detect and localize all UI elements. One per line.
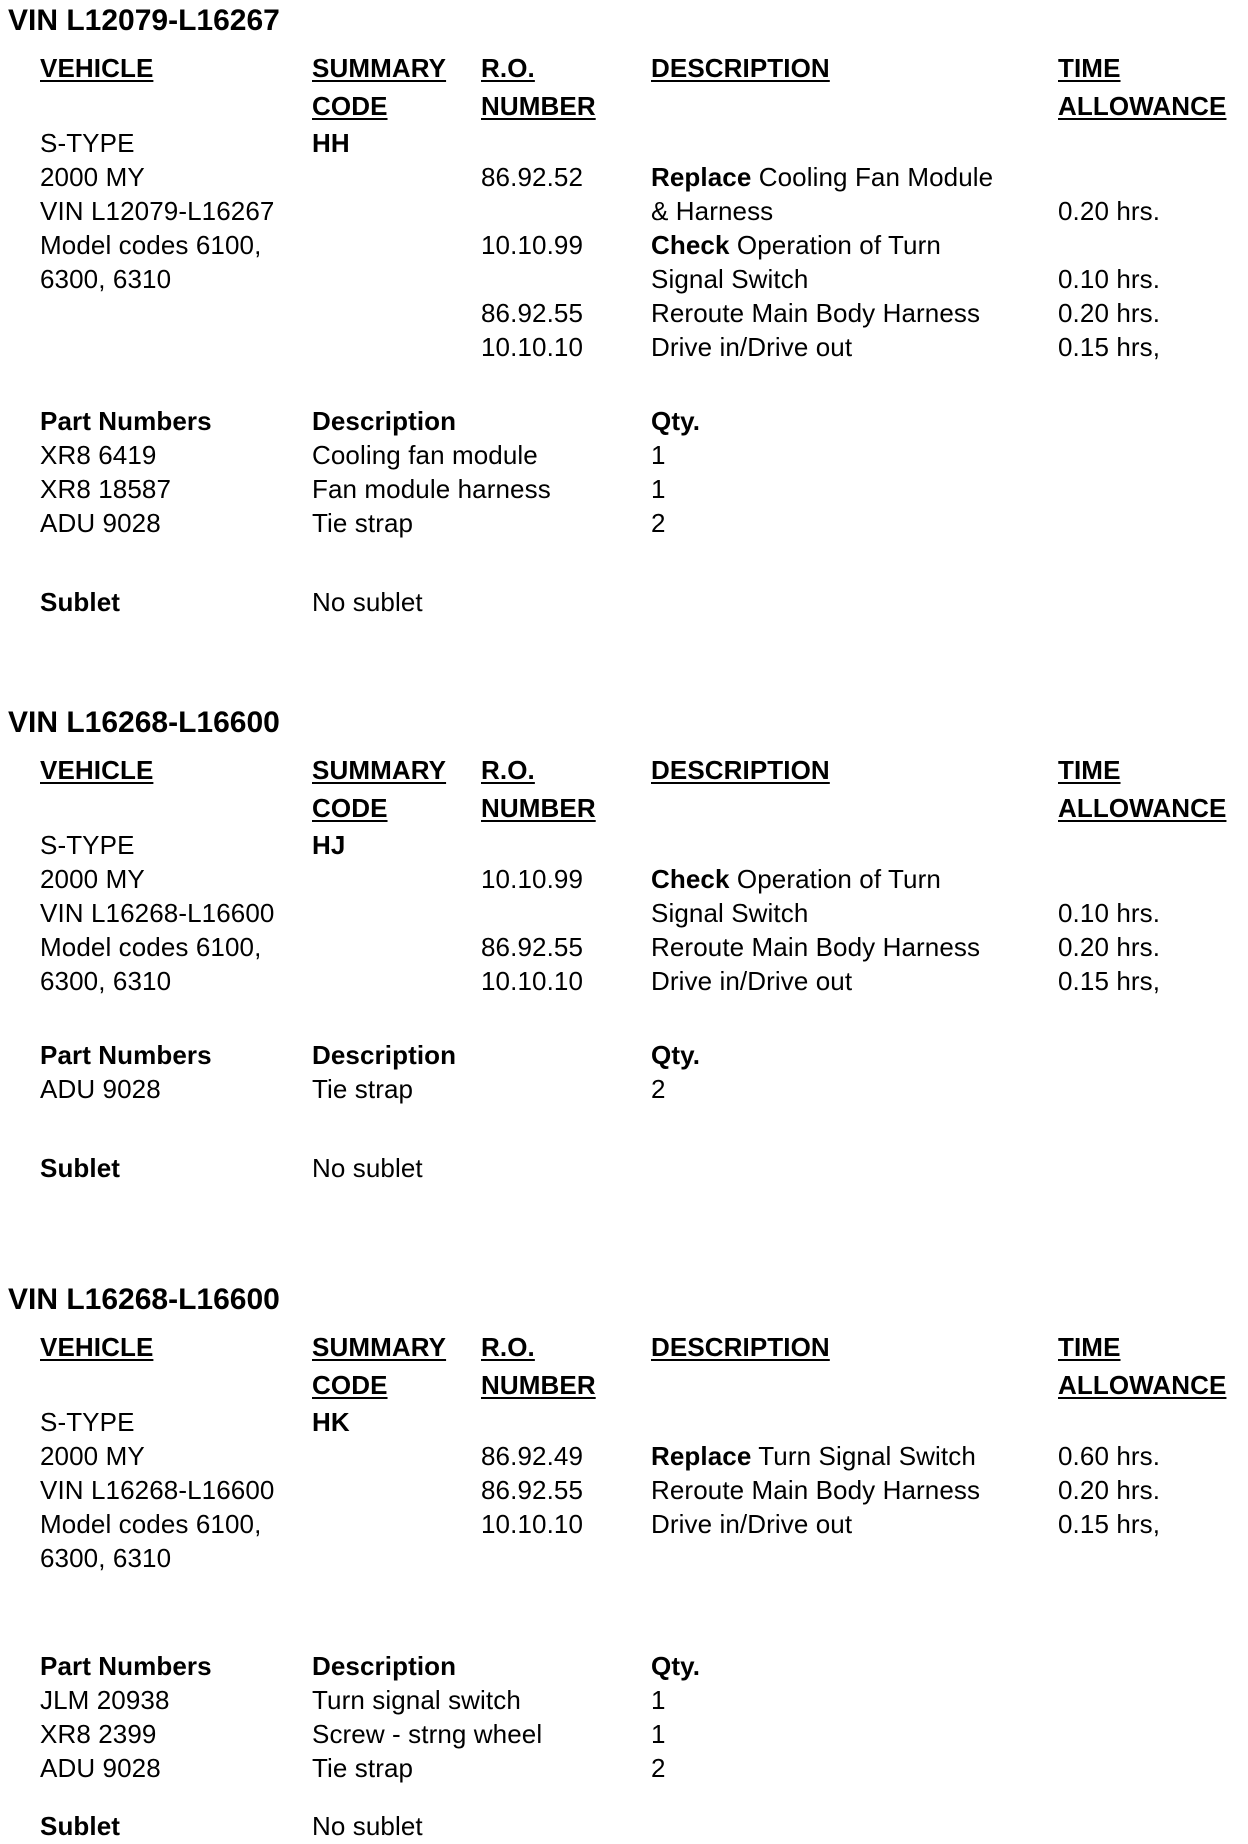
parts-header-qty: Qty. [651,1651,701,1681]
section-heading: VIN L16268-L16600 [8,1283,280,1316]
vehicle-line: VIN L16268-L16600 [40,1475,275,1505]
col-header-summary: SUMMARY [312,1332,447,1362]
col-header-allowance: ALLOWANCE [1058,91,1227,121]
time-allowance: 0.15 hrs, [1058,332,1161,362]
parts-header-description: Description [312,1040,457,1070]
sublet-label: Sublet [40,1811,121,1841]
summary-code: HH [312,128,350,158]
ro-number: 86.92.49 [481,1441,584,1471]
col-header-summary: SUMMARY [312,53,447,83]
time-allowance: 0.60 hrs. [1058,1441,1161,1471]
operation-description [651,863,941,895]
summary-code: HK [312,1407,350,1437]
part-description: Fan module harness [312,474,551,504]
vehicle-line: 2000 MY [40,1441,145,1471]
vehicle-line: 2000 MY [40,864,145,894]
operation-action: Check [651,864,730,894]
part-number: ADU 9028 [40,1753,161,1783]
col-header-vehicle: VEHICLE [40,755,154,785]
col-header-number: NUMBER [481,1370,596,1400]
ro-number: 86.92.55 [481,1475,584,1505]
part-description: Tie strap [312,1074,414,1104]
part-qty: 1 [651,440,666,470]
operation-action: Replace [651,162,752,192]
sublet-value: No sublet [312,587,423,617]
col-header-description: DESCRIPTION [651,1332,830,1362]
part-qty: 1 [651,1685,666,1715]
operation-description: Drive in/Drive out [651,966,853,996]
operation-description [651,1440,976,1472]
col-header-time: TIME [1058,1332,1121,1362]
time-allowance: 0.20 hrs. [1058,932,1161,962]
col-header-number: NUMBER [481,793,596,823]
vehicle-line: S-TYPE [40,830,135,860]
col-header-ro: R.O. [481,53,535,83]
part-description: Turn signal switch [312,1685,521,1715]
part-qty: 2 [651,1074,666,1104]
vehicle-line: S-TYPE [40,128,135,158]
col-header-time: TIME [1058,53,1121,83]
vehicle-line: 2000 MY [40,162,145,192]
parts-header-description: Description [312,406,457,436]
vehicle-line: VIN L16268-L16600 [40,898,275,928]
operation-text: Cooling Fan Module [758,162,994,192]
part-number: XR8 6419 [40,440,157,470]
part-qty: 1 [651,474,666,504]
part-number: XR8 2399 [40,1719,157,1749]
vehicle-line: 6300, 6310 [40,966,172,996]
operation-description [651,161,993,193]
col-header-vehicle: VEHICLE [40,53,154,83]
operation-description-cont: & Harness [651,196,774,226]
vehicle-line: Model codes 6100, [40,230,262,260]
col-header-ro: R.O. [481,1332,535,1362]
ro-number: 10.10.10 [481,1509,584,1539]
time-allowance: 0.10 hrs. [1058,264,1161,294]
time-allowance: 0.20 hrs. [1058,298,1161,328]
col-header-description: DESCRIPTION [651,755,830,785]
part-description: Tie strap [312,1753,414,1783]
parts-header-qty: Qty. [651,1040,701,1070]
operation-description: Reroute Main Body Harness [651,1475,981,1505]
ro-number: 10.10.10 [481,966,584,996]
part-qty: 2 [651,1753,666,1783]
operation-text: Turn Signal Switch [758,1441,976,1471]
parts-header-qty: Qty. [651,406,701,436]
vehicle-line: Model codes 6100, [40,932,262,962]
operation-description: Drive in/Drive out [651,332,853,362]
ro-number: 10.10.10 [481,332,584,362]
parts-header-description: Description [312,1651,457,1681]
time-allowance: 0.20 hrs. [1058,196,1161,226]
ro-number: 10.10.99 [481,864,584,894]
part-number: ADU 9028 [40,1074,161,1104]
vehicle-line: Model codes 6100, [40,1509,262,1539]
col-header-allowance: ALLOWANCE [1058,1370,1227,1400]
col-header-code: CODE [312,91,388,121]
part-qty: 1 [651,1719,666,1749]
operation-text: Operation of Turn [736,864,941,894]
part-number: JLM 20938 [40,1685,170,1715]
operation-action: Replace [651,1441,752,1471]
time-allowance: 0.20 hrs. [1058,1475,1161,1505]
operation-action: Check [651,230,730,260]
part-description: Cooling fan module [312,440,538,470]
time-allowance: 0.15 hrs, [1058,1509,1161,1539]
ro-number: 86.92.55 [481,932,584,962]
sublet-value: No sublet [312,1153,423,1183]
parts-header-number: Part Numbers [40,406,212,436]
parts-header-number: Part Numbers [40,1651,212,1681]
part-description: Tie strap [312,508,414,538]
sublet-value: No sublet [312,1811,423,1841]
operation-description-cont: Signal Switch [651,898,809,928]
part-description: Screw - strng wheel [312,1719,543,1749]
vehicle-line: VIN L12079-L16267 [40,196,275,226]
operation-description: Drive in/Drive out [651,1509,853,1539]
col-header-description: DESCRIPTION [651,53,830,83]
col-header-number: NUMBER [481,91,596,121]
vehicle-line: 6300, 6310 [40,264,172,294]
part-number: ADU 9028 [40,508,161,538]
operation-text: Operation of Turn [736,230,941,260]
parts-header-number: Part Numbers [40,1040,212,1070]
part-qty: 2 [651,508,666,538]
operation-description [651,229,941,261]
col-header-allowance: ALLOWANCE [1058,793,1227,823]
time-allowance: 0.15 hrs, [1058,966,1161,996]
col-header-time: TIME [1058,755,1121,785]
sublet-label: Sublet [40,1153,121,1183]
col-header-summary: SUMMARY [312,755,447,785]
ro-number: 10.10.99 [481,230,584,260]
operation-description: Reroute Main Body Harness [651,932,981,962]
section-heading: VIN L16268-L16600 [8,706,280,739]
col-header-ro: R.O. [481,755,535,785]
part-number: XR8 18587 [40,474,172,504]
time-allowance: 0.10 hrs. [1058,898,1161,928]
col-header-code: CODE [312,793,388,823]
ro-number: 86.92.52 [481,162,584,192]
summary-code: HJ [312,830,346,860]
operation-description-cont: Signal Switch [651,264,809,294]
section-heading: VIN L12079-L16267 [8,4,280,37]
vehicle-line: 6300, 6310 [40,1543,172,1573]
col-header-vehicle: VEHICLE [40,1332,154,1362]
col-header-code: CODE [312,1370,388,1400]
ro-number: 86.92.55 [481,298,584,328]
operation-description: Reroute Main Body Harness [651,298,981,328]
vehicle-line: S-TYPE [40,1407,135,1437]
sublet-label: Sublet [40,587,121,617]
